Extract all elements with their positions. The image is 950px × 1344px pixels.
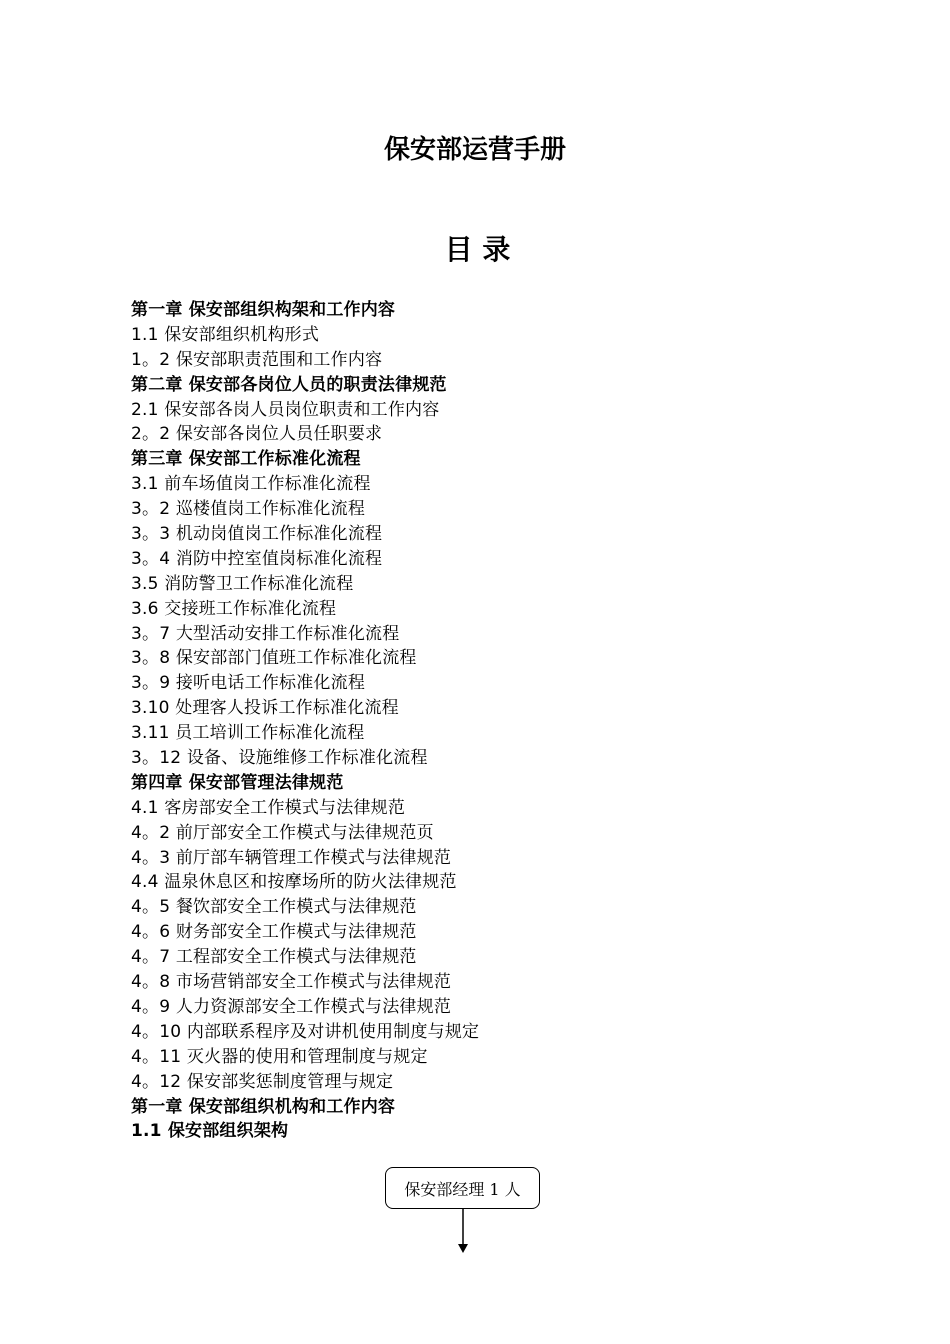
toc-entry: 4。3 前厅部车辆管理工作模式与法律规范 — [131, 847, 452, 868]
toc-entry: 3。12 设备、设施维修工作标准化流程 — [131, 748, 428, 769]
toc-entry: 4.1 客房部安全工作模式与法律规范 — [131, 797, 406, 818]
toc-entry: 4。6 财务部安全工作模式与法律规范 — [131, 922, 417, 943]
toc-entry: 3。9 接听电话工作标准化流程 — [131, 673, 366, 694]
toc-chapter-heading: 第一章 保安部组织机构和工作内容 — [131, 1096, 396, 1117]
org-chart — [0, 1160, 950, 1260]
toc-entry: 4。5 餐饮部安全工作模式与法律规范 — [131, 897, 417, 918]
toc-entry: 3.11 员工培训工作标准化流程 — [131, 723, 365, 744]
toc-entry: 4。9 人力资源部安全工作模式与法律规范 — [131, 996, 452, 1017]
toc-chapter-heading: 第一章 保安部组织构架和工作内容 — [131, 300, 396, 320]
toc-chapter-heading: 第四章 保安部管理法律规范 — [131, 772, 344, 793]
toc-entry: 4。12 保安部奖惩制度管理与规定 — [131, 1071, 394, 1092]
toc-entry: 2.1 保安部各岗人员岗位职责和工作内容 — [131, 399, 440, 420]
toc-entry: 3.1 前车场值岗工作标准化流程 — [131, 474, 371, 495]
toc-entry: 3。3 机动岗值岗工作标准化流程 — [131, 524, 383, 545]
toc-entry: 1。2 保安部职责范围和工作内容 — [131, 349, 383, 370]
document-title: 保安部运营手册 — [383, 135, 566, 165]
toc-chapter-heading: 第三章 保安部工作标准化流程 — [131, 449, 361, 470]
table-of-contents — [131, 298, 479, 1144]
toc-entry: 3。4 消防中控室值岗标准化流程 — [131, 548, 383, 569]
org-chart-manager-box: 保安部经理 1 人 — [385, 1167, 540, 1209]
toc-entry: 3。7 大型活动安排工作标准化流程 — [131, 623, 400, 644]
toc-entry: 3.6 交接班工作标准化流程 — [131, 598, 337, 619]
toc-chapter-heading: 第二章 保安部各岗位人员的职责法律规范 — [131, 374, 447, 395]
toc-entry: 4。7 工程部安全工作模式与法律规范 — [131, 947, 417, 968]
toc-entry: 1.1 保安部组织机构形式 — [131, 324, 320, 345]
toc-entry: 2。2 保安部各岗位人员任职要求 — [131, 424, 383, 445]
toc-entry: 4。8 市场营销部安全工作模式与法律规范 — [131, 972, 452, 993]
toc-entry: 4。10 内部联系程序及对讲机使用制度与规定 — [131, 1021, 480, 1042]
toc-entry: 3。8 保安部部门值班工作标准化流程 — [131, 648, 417, 669]
toc-entry: 4。11 灭火器的使用和管理制度与规定 — [131, 1046, 428, 1067]
toc-entry: 3。2 巡楼值岗工作标准化流程 — [131, 499, 366, 520]
toc-entry: 3.5 消防警卫工作标准化流程 — [131, 573, 354, 594]
toc-heading: 目 录 — [444, 233, 511, 266]
toc-chapter-heading: 1.1 保安部组织架构 — [131, 1121, 289, 1142]
toc-entry: 3.10 处理客人投诉工作标准化流程 — [131, 698, 399, 719]
toc-entry: 4。2 前厅部安全工作模式与法律规范页 — [131, 822, 434, 843]
toc-entry: 4.4 温泉休息区和按摩场所的防火法律规范 — [131, 872, 457, 893]
org-chart-down-arrow-icon — [455, 1209, 471, 1254]
